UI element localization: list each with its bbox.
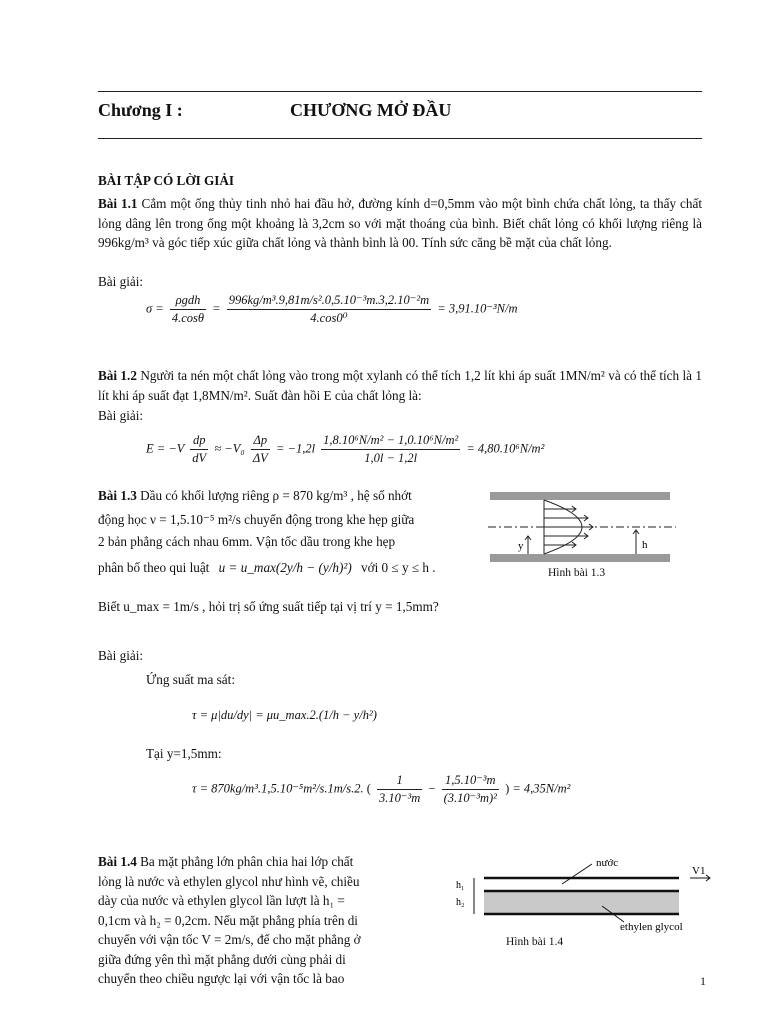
eq-result: = 4,80.10⁶N/m² <box>466 441 545 456</box>
velocity-profile-eq: u = u_max(2y/h − (y/h)²) <box>218 560 352 575</box>
eq-fraction <box>227 292 431 327</box>
problem-1-1 <box>98 194 702 253</box>
eq-num: Δp <box>251 432 270 450</box>
eq-fraction <box>377 772 422 807</box>
eq-den: 1,0l − 1,2l <box>364 451 418 465</box>
eq-prefix: τ = 870kg/m³.1,5.10⁻⁵m²/s.1m/s.2. <box>192 781 364 796</box>
eq-result: = 3,91.10⁻³N/m <box>437 301 518 316</box>
problem-label: Bài 1.3 <box>98 488 137 503</box>
eq-num: dp <box>190 432 208 450</box>
problem-text: Dầu có khối lượng riêng ρ = 870 kg/m³ , hệ số nhớt <box>140 488 412 503</box>
problem-1-4-line: giữa đứng yên thì mặt phẳng dưới cùng phải di <box>98 951 346 967</box>
problem-1-4-line: dày của nước và ethylen glycol lần lượt là h₁ = <box>98 893 345 908</box>
eq-result: = 4,35N/m² <box>512 781 571 796</box>
water-leader <box>562 864 592 884</box>
problem-1-3-line-4 <box>98 558 436 578</box>
eq-mid: = −1,2l <box>275 441 316 456</box>
eq-lhs: σ = <box>146 301 164 316</box>
eq-sign: = <box>212 301 221 316</box>
eq-lhs: E = −V <box>146 441 185 456</box>
chapter-label: Chương I : <box>98 100 183 120</box>
problem-1-3-line-2: động học ν = 1,5.10⁻⁵ m²/s chuyển động trong khe hẹp giữa <box>98 512 415 527</box>
equation-1-2 <box>146 432 544 467</box>
eq-fraction <box>321 432 460 467</box>
header-rule-top <box>98 91 702 92</box>
problem-1-4-line <box>98 852 426 872</box>
problem-text: Người ta nén một chất lỏng vào trong một xylanh có thể tích 1,2 lít khi áp suất 1MN/m² và có thể tích là 1 lít khi áp suất đạt 1,8MN/m². Suất đàn hồi E của chất lỏng là: <box>98 368 702 403</box>
figure-1-4-caption: Hình bài 1.4 <box>506 936 564 948</box>
problem-label: Bài 1.4 <box>98 854 137 869</box>
y-label: y <box>518 540 524 552</box>
problem-1-4-line: 0,1cm và h₂ = 0,2cm. Nếu mặt phẳng phía trên di <box>98 912 358 928</box>
problem-1-2 <box>98 366 702 405</box>
eq-num: 1,8.10⁶N/m² − 1,0.10⁶N/m² <box>321 432 460 450</box>
water-label: nước <box>596 857 619 869</box>
problem-label: Bài 1.2 <box>98 368 137 383</box>
problem-text: Ba mặt phẳng lớn phân chia hai lớp chất <box>140 854 354 869</box>
problem-text: phân bố theo qui luật <box>98 560 210 575</box>
eq-num: 996kg/m³.9,81m/s².0,5.10⁻³m.3,2.10⁻²m <box>227 292 431 310</box>
eq-mid: ≈ −V₀ <box>214 441 245 456</box>
problem-1-4-line: chuyển theo chiều ngược lại với vận tốc là bao <box>98 971 345 986</box>
problem-text: với 0 ≤ y ≤ h . <box>361 560 436 575</box>
solution-label: Bài giải: <box>98 648 144 663</box>
problem-1-4-line: lỏng là nước và ethylen glycol như hình vẽ, chiều <box>98 873 360 889</box>
eq-fraction <box>190 432 208 467</box>
solution-label: Bài giải: <box>98 274 144 289</box>
eq-fraction <box>251 432 270 467</box>
problem-1-3-line-3: 2 bản phẳng cách nhau 6mm. Vận tốc dầu trong khe hẹp <box>98 534 396 549</box>
solution-label: Bài giải: <box>98 408 144 423</box>
figure-1-4 <box>452 852 714 938</box>
page-number: 1 <box>700 974 706 988</box>
header-rule-bottom <box>98 138 702 139</box>
figure-1-3-caption: Hình bài 1.3 <box>548 567 606 579</box>
h1-label: h₁ <box>456 880 465 891</box>
problem-1-3-line-1 <box>98 486 412 506</box>
chapter-title: CHƯƠNG MỞ ĐẦU <box>290 100 452 120</box>
at-point-label: Tại y=1,5mm: <box>146 746 222 761</box>
velocity-arrows <box>544 506 593 548</box>
upper-plate <box>490 492 670 500</box>
eq-den: (3.10⁻³m)² <box>443 791 497 805</box>
problem-1-3-line-5: Biết u_max = 1m/s , hỏi trị số ứng suất tiếp tại vị trí y = 1,5mm? <box>98 599 439 614</box>
problem-1-4 <box>98 852 426 989</box>
eq-den: ΔV <box>252 451 268 465</box>
problem-1-4-line: chuyển với vận tốc V = 2m/s, để cho mặt phẳng ở <box>98 932 361 947</box>
eq-num: 1,5.10⁻³m <box>442 772 499 790</box>
glycol-label: ethylen glycol <box>620 921 683 933</box>
shear-label: Ứng suất ma sát: <box>146 672 235 687</box>
eq-den: 4.cos0⁰ <box>310 311 348 325</box>
eq-den: 3.10⁻³m <box>379 791 421 805</box>
equation-1-3-shear: τ = μ|du/dy| = μu_max.2.(1/h − y/h²) <box>192 708 377 722</box>
eq-num: 1 <box>377 772 422 790</box>
eq-num: ρgdh <box>170 292 206 310</box>
figure-1-3 <box>488 486 678 566</box>
glycol-layer <box>484 891 679 913</box>
eq-den: 4.cosθ <box>171 311 205 325</box>
eq-fraction <box>170 292 206 327</box>
v1-label: V1 <box>692 865 706 877</box>
equation-1-3-value: τ = 870kg/m³.1,5.10⁻⁵m²/s.1m/s.2. ( $\frac{1}{\text{3.10⁻³m}}$ − $\frac{\text{1,5.10⁻³m}}{\text{(3.10⁻³m)²}}$ ) = 4,35N/m² <box>192 773 571 805</box>
h2-label: h₂ <box>456 897 465 908</box>
h-label: h <box>642 539 648 551</box>
eq-fraction <box>442 772 499 807</box>
equation-1-1 <box>146 292 518 327</box>
problem-label: Bài 1.1 <box>98 196 138 211</box>
section-title: BÀI TẬP CÓ LỜI GIẢI <box>98 173 235 188</box>
problem-text: Cắm một ống thủy tinh nhỏ hai đầu hở, đường kính d=0,5mm vào một bình chứa chất lỏng, ta thấy chất lỏng dâng lên trong ống một khoảng là 3,2cm so với mặt thoáng của bình. Biết chất lỏng có khối lượng riêng là 996kg/m³ và góc tiếp xúc giữa chất lỏng và thành bình là 00. Tính sức căng bề mặt của chất lỏng. <box>98 196 702 250</box>
lower-plate <box>490 554 670 562</box>
eq-den: dV <box>192 451 207 465</box>
